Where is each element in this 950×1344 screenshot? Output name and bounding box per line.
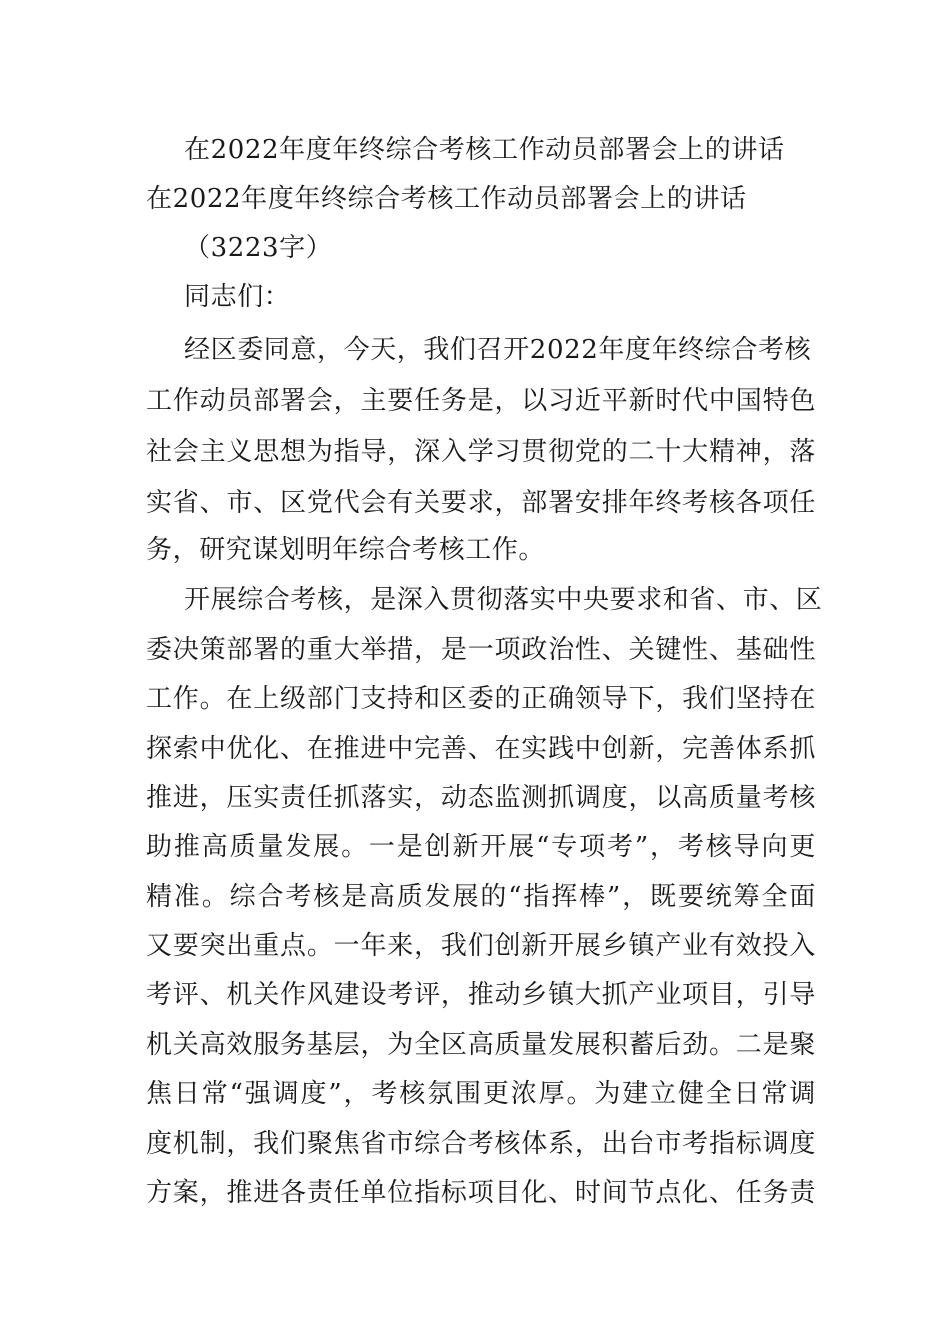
paragraph-line: 推进，压实责任抓落实，动态监测抓调度，以高质量考核 [146,783,816,813]
paragraph-line: 务，研究谋划明年综合考核工作。 [146,535,546,565]
paragraph-line: 考评、机关作风建设考评，推动乡镇大抓产业项目，引导 [146,980,816,1010]
paragraph-line: 机关高效服务基层，为全区高质量发展积蓄后劲。二是聚 [146,1030,816,1060]
paragraph-line: 助推高质量发展。一是创新开展“专项考”，考核导向更 [146,832,816,862]
title-line-1: 在2022年度年终综合考核工作动员部署会上的讲话 [184,135,785,165]
word-count: （3223字） [184,233,333,263]
paragraph-line: 经区委同意，今天，我们召开2022年度年终综合考核 [184,335,812,365]
paragraph-line: 又要突出重点。一年来，我们创新开展乡镇产业有效投入 [146,931,816,961]
salutation: 同志们： [184,282,291,312]
title-line-2: 在2022年度年终综合考核工作动员部署会上的讲话 [146,184,747,214]
paragraph-line: 工作动员部署会，主要任务是，以习近平新时代中国特色 [146,386,816,416]
paragraph-line: 度机制，我们聚焦省市综合考核体系，出台市考指标调度 [146,1129,816,1159]
paragraph-line: 工作。在上级部门支持和区委的正确领导下，我们坚持在 [146,684,816,714]
paragraph-line: 焦日常“强调度”，考核氛围更浓厚。为建立健全日常调 [146,1079,816,1109]
paragraph-line: 方案，推进各责任单位指标项目化、时间节点化、任务责 [146,1178,816,1208]
paragraph-line: 委决策部署的重大举措，是一项政治性、关键性、基础性 [146,635,816,665]
paragraph-line: 开展综合考核，是深入贯彻落实中央要求和省、市、区 [184,585,823,615]
paragraph-line: 社会主义思想为指导，深入学习贯彻党的二十大精神，落 [146,437,816,467]
paragraph-line: 精准。综合考核是高质发展的“指挥棒”，既要统筹全面 [146,882,816,912]
paragraph-line: 实省、市、区党代会有关要求，部署安排年终考核各项任 [146,488,816,518]
paragraph-line: 探索中优化、在推进中完善、在实践中创新，完善体系抓 [146,734,816,764]
